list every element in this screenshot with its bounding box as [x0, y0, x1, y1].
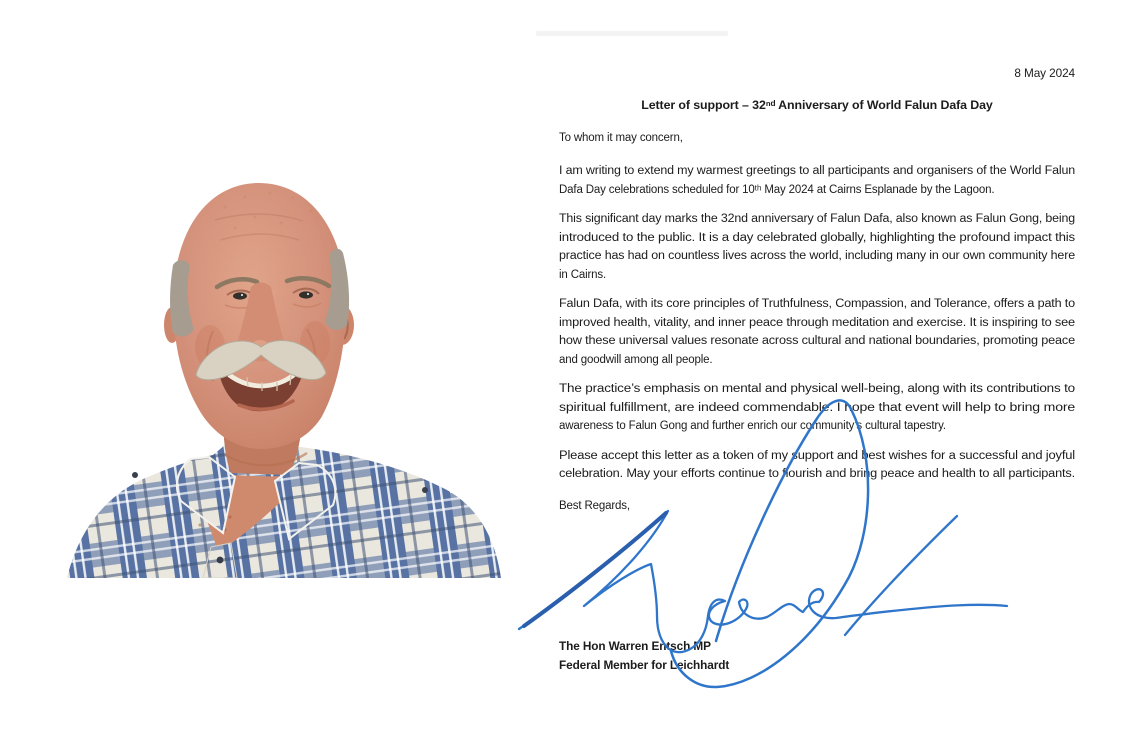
- paragraph-line: Please accept this letter as a token of my support and best wishes for a successful and joyful: [559, 449, 1075, 462]
- paragraph-line: The practice’s emphasis on mental and physical well-being, along with its contributions to: [559, 383, 1075, 395]
- paragraph-line: I am writing to extend my warmest greetings to all participants and organisers of the World Falun: [559, 165, 1075, 177]
- paragraph: [559, 162, 1075, 199]
- paragraph-line: in Cairns.: [559, 268, 607, 281]
- shirt-button: [217, 557, 224, 564]
- paragraph-line: introduced to the public. It is a day celebrated globally, highlighting the profound impact this: [559, 231, 1075, 244]
- signatory-role: Federal Member for Leichhardt: [559, 657, 730, 672]
- paragraph-line: and goodwill among all people.: [559, 353, 713, 366]
- paragraph-line: Falun Dafa, with its core principles of Truthfulness, Compassion, and Tolerance, offers a path to: [559, 298, 1075, 310]
- paragraph-line: improved health, vitality, and inner peace through meditation and exercise. It is inspiring to see: [559, 316, 1075, 329]
- epaulette-button-left: [132, 472, 138, 478]
- letter-greeting: To whom it may concern,: [559, 132, 683, 144]
- paragraph-line: how these universal values resonate across cultural and national boundaries, promoting peace: [559, 335, 1075, 347]
- letter-paragraphs: [559, 162, 1075, 484]
- paragraph-line: awareness to Falun Gong and further enrich our community’s cultural tapestry.: [559, 420, 946, 432]
- face: [164, 183, 354, 465]
- letter-body: [559, 0, 1075, 674]
- paragraph: [559, 380, 1075, 436]
- signatory-block: [559, 637, 1075, 674]
- paragraph-line: celebration. May your efforts continue to flourish and bring peace and health to all participants.: [559, 468, 1075, 480]
- paragraph-line: This significant day marks the 32nd anniversary of Falun Dafa, also known as Falun Gong, being: [559, 213, 1075, 225]
- letter-signoff: Best Regards,: [559, 499, 630, 512]
- paragraph-line: spiritual fulfillment, are indeed commendable. I hope that event will help to bring more: [559, 401, 1075, 414]
- epaulette-button-right: [422, 487, 428, 493]
- letter-title: Letter of support – 32ⁿᵈ Anniversary of World Falun Dafa Day: [641, 97, 993, 112]
- paragraph: [559, 210, 1075, 284]
- paragraph-line: practice has had on countless lives across the world, including many in our own community here: [559, 250, 1075, 262]
- portrait-photo: [45, 25, 515, 578]
- paragraph: [559, 295, 1075, 369]
- paragraph: [559, 447, 1075, 484]
- signatory-name: The Hon Warren Entsch MP: [559, 639, 711, 653]
- letter-date: 8 May 2024: [1014, 66, 1075, 80]
- paragraph-line: Dafa Day celebrations scheduled for 10ᵗʰ May 2024 at Cairns Esplanade by the Lagoon.: [559, 183, 995, 196]
